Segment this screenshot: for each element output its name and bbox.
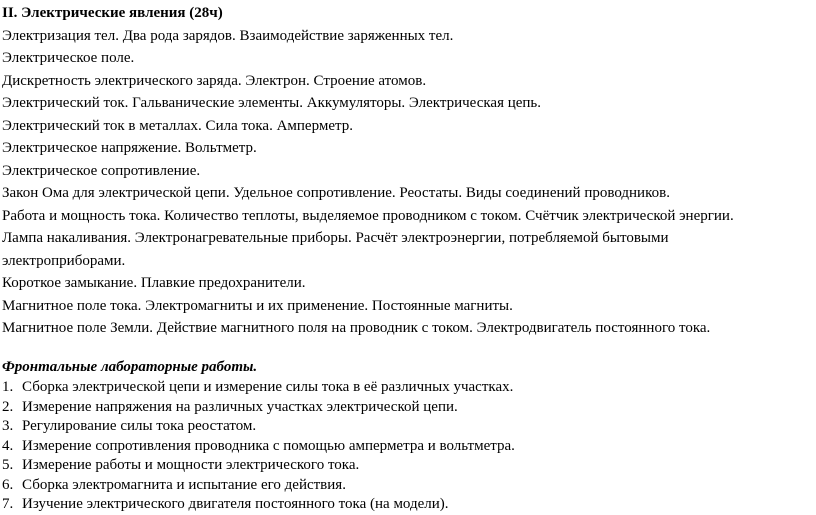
topic-list — [2, 25, 816, 340]
list-item-number: 4. — [2, 437, 14, 454]
list-item-text: Сборка электромагнита и испытание его действия. — [22, 476, 346, 493]
topic-line: Электрический ток. Гальванические элементы. Аккумуляторы. Электрическая цепь. — [2, 95, 542, 111]
list-item-text: Измерение сопротивления проводника с помощью амперметра и вольтметра. — [22, 437, 515, 454]
list-item — [2, 398, 816, 418]
section-title: II. Электрические явления (28ч) — [2, 5, 223, 21]
topic-line: Магнитное поле Земли. Действие магнитного поля на проводник с током. Электродвигатель постоянного тока. — [2, 320, 711, 336]
topic-line: электроприборами. — [2, 252, 126, 269]
list-item-number: 5. — [2, 457, 14, 473]
topic-line: Лампа накаливания. Электронагревательные приборы. Расчёт электроэнергии, потребляемой бытовыми — [2, 230, 669, 246]
topic-line: Электризация тел. Два рода зарядов. Взаимодействие заряженных тел. — [2, 27, 454, 44]
list-item-number: 3. — [2, 418, 14, 434]
labs-list — [2, 378, 816, 515]
topic-line: Закон Ома для электрической цепи. Удельное сопротивление. Реостаты. Виды соединений проводников. — [2, 185, 670, 201]
list-item — [2, 476, 816, 496]
section-spacer — [2, 340, 816, 356]
labs-title: Фронтальные лабораторные работы. — [2, 358, 258, 375]
list-item — [2, 417, 816, 437]
list-item — [2, 437, 816, 457]
list-item — [2, 495, 816, 515]
list-item-text: Регулирование силы тока реостатом. — [22, 418, 257, 434]
list-item-text: Сборка электрической цепи и измерение силы тока в её различных участках. — [22, 379, 514, 395]
topic-line: Электрическое поле. — [2, 50, 135, 66]
list-item — [2, 456, 816, 476]
list-item-text: Измерение напряжения на различных участках электрической цепи. — [22, 398, 458, 415]
list-item-number: 6. — [2, 476, 14, 493]
list-item-number: 1. — [2, 379, 14, 395]
topic-line: Электрическое напряжение. Вольтметр. — [2, 140, 257, 156]
list-item-text: Изучение электрического двигателя постоянного тока (на модели). — [22, 496, 449, 512]
list-item-number: 7. — [2, 496, 14, 512]
topic-line: Короткое замыкание. Плавкие предохранители. — [2, 275, 306, 291]
topic-line: Дискретность электрического заряда. Электрон. Строение атомов. — [2, 72, 427, 89]
list-item-text: Измерение работы и мощности электрического тока. — [22, 457, 360, 473]
topic-line: Электрическое сопротивление. — [2, 162, 201, 179]
list-item-number: 2. — [2, 398, 14, 415]
topic-line: Электрический ток в металлах. Сила тока. Амперметр. — [2, 117, 353, 134]
topic-line: Работа и мощность тока. Количество теплоты, выделяемое проводником с током. Счётчик электрической энергии. — [2, 207, 734, 224]
topic-line: Магнитное поле тока. Электромагниты и их применение. Постоянные магниты. — [2, 297, 513, 314]
list-item — [2, 378, 816, 398]
